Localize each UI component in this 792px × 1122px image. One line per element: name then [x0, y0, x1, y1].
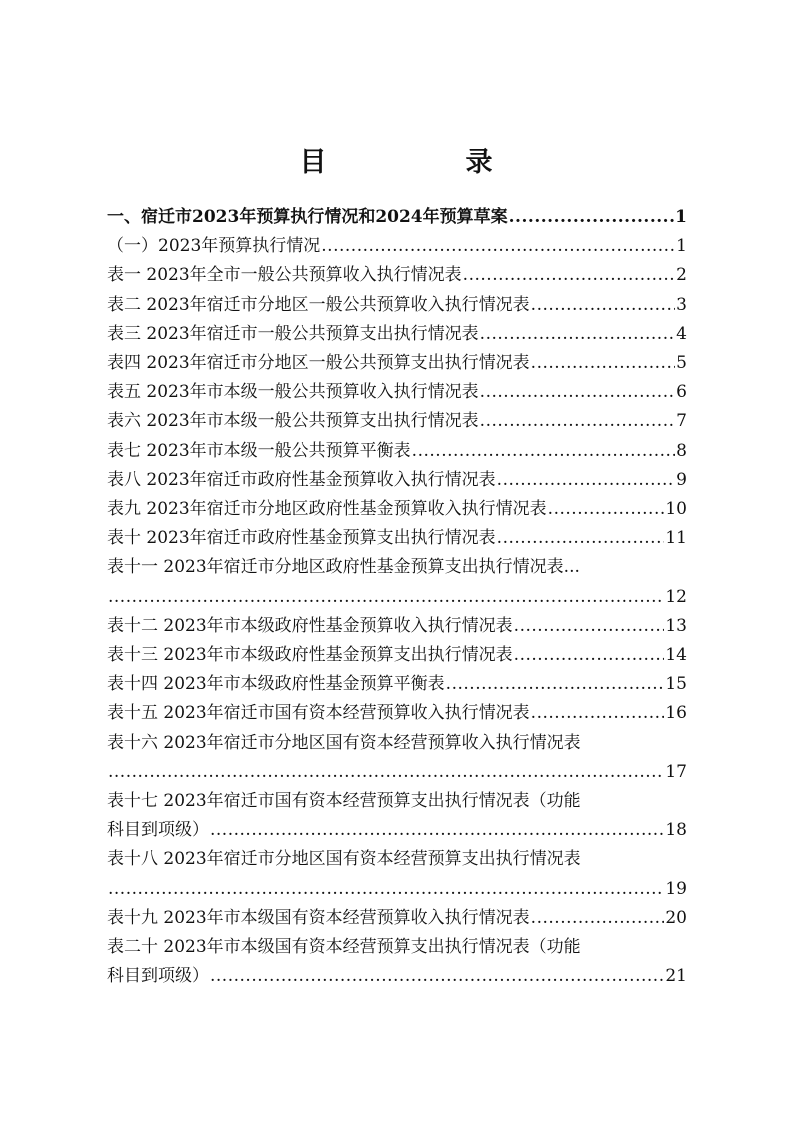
toc-entry[interactable]: [107, 699, 687, 728]
toc-page-number: 19: [665, 878, 687, 899]
toc-entry-text: 表十五 2023年宿迁市国有资本经营预算收入执行情况表: [107, 703, 530, 724]
toc-entry-text: 表十四 2023年市本级政府性基金预算平衡表: [107, 674, 445, 695]
dot-leader: [531, 904, 665, 933]
toc-entry-text: 表四 2023年宿迁市分地区一般公共预算支出执行情况表: [107, 353, 530, 374]
dot-leader: [446, 670, 665, 699]
dot-leader: [509, 203, 675, 232]
toc-entry[interactable]: [107, 291, 687, 320]
toc-line: [107, 904, 687, 933]
toc-entry[interactable]: [107, 553, 687, 611]
toc-entry-text-continued: 科目到项级）: [107, 966, 209, 987]
dot-leader: [497, 466, 676, 495]
toc-entry-text-continued: 科目到项级）: [107, 820, 209, 841]
toc-page-number: 11: [665, 528, 687, 549]
dot-leader: [514, 612, 665, 641]
dot-leader: [463, 261, 676, 290]
dot-leader: [480, 407, 676, 436]
dot-leader: [210, 962, 664, 991]
toc-entry[interactable]: [107, 524, 687, 553]
toc-entry[interactable]: [107, 378, 687, 407]
toc-entry[interactable]: [107, 407, 687, 436]
toc-page-number: 15: [665, 674, 687, 695]
toc-entry[interactable]: [107, 787, 687, 845]
toc-page-number: 1: [676, 236, 687, 257]
toc-line: [107, 232, 687, 261]
dot-leader: [108, 583, 664, 612]
toc-page-number: 14: [665, 645, 687, 666]
toc-entry[interactable]: [107, 729, 687, 787]
toc-entry[interactable]: [107, 612, 687, 641]
toc-line: [107, 583, 687, 612]
toc-entry-text: 表五 2023年市本级一般公共预算收入执行情况表: [107, 382, 479, 403]
dot-leader: [531, 349, 676, 378]
toc-entry-text: 表十八 2023年宿迁市分地区国有资本经营预算支出执行情况表: [107, 849, 581, 870]
toc-line: [107, 291, 687, 320]
dot-leader: [108, 875, 664, 904]
toc-line: [107, 378, 687, 407]
toc-entry-text: 表十 2023年宿迁市政府性基金预算支出执行情况表: [107, 528, 496, 549]
toc-line: [107, 524, 687, 553]
toc-entry-text: 表一 2023年全市一般公共预算收入执行情况表: [107, 265, 462, 286]
toc-page-number: 13: [665, 615, 687, 636]
toc-page-number: 7: [676, 411, 687, 432]
toc-entry[interactable]: [107, 670, 687, 699]
dot-leader: [210, 816, 664, 845]
toc-page-number: 4: [676, 323, 687, 344]
toc-entry-text: 表十二 2023年市本级政府性基金预算收入执行情况表: [107, 615, 513, 636]
dot-leader: [497, 524, 665, 553]
toc-entry-text: 表十一 2023年宿迁市分地区政府性基金预算支出执行情况表...: [107, 557, 580, 578]
toc-entry[interactable]: [107, 261, 687, 290]
table-of-contents: [107, 203, 687, 991]
dot-leader: [321, 232, 675, 261]
toc-entry-text: 表十六 2023年宿迁市分地区国有资本经营预算收入执行情况表: [107, 732, 581, 753]
toc-entry-text: （一）2023年预算执行情况: [107, 236, 321, 257]
toc-line: [107, 758, 687, 787]
toc-line: [107, 641, 687, 670]
toc-entry-text: 一、宿迁市2023年预算执行情况和2024年预算草案: [107, 207, 508, 227]
toc-page-number: 5: [676, 353, 687, 374]
toc-entry-text: 表十九 2023年市本级国有资本经营预算收入执行情况表: [107, 907, 530, 928]
toc-entry[interactable]: [107, 495, 687, 524]
toc-line: [107, 962, 687, 991]
toc-entry[interactable]: [107, 203, 687, 232]
page-title: 目 录: [299, 147, 549, 178]
toc-entry-text: 表三 2023年宿迁市一般公共预算支出执行情况表: [107, 323, 479, 344]
toc-entry[interactable]: [107, 437, 687, 466]
toc-entry[interactable]: [107, 904, 687, 933]
toc-page-number: 17: [665, 761, 687, 782]
toc-page-number: 1: [675, 207, 687, 227]
dot-leader: [531, 699, 665, 728]
toc-line: [107, 437, 687, 466]
toc-entry[interactable]: [107, 232, 687, 261]
toc-entry[interactable]: [107, 845, 687, 903]
toc-page-number: 9: [676, 469, 687, 490]
toc-page-number: 18: [665, 820, 687, 841]
dot-leader: [412, 437, 676, 466]
toc-entry-text: 表八 2023年宿迁市政府性基金预算收入执行情况表: [107, 469, 496, 490]
toc-entry-text: 表二 2023年宿迁市分地区一般公共预算收入执行情况表: [107, 294, 530, 315]
dot-leader: [548, 495, 665, 524]
toc-page-number: 16: [665, 703, 687, 724]
toc-entry[interactable]: [107, 349, 687, 378]
dot-leader: [531, 291, 676, 320]
toc-entry[interactable]: [107, 466, 687, 495]
toc-entry-text: 表九 2023年宿迁市分地区政府性基金预算收入执行情况表: [107, 499, 547, 520]
toc-line: [107, 320, 687, 349]
toc-line: [107, 261, 687, 290]
toc-entry-text: 表二十 2023年市本级国有资本经营预算支出执行情况表（功能: [107, 937, 581, 958]
toc-page-number: 10: [665, 499, 687, 520]
toc-line: [107, 407, 687, 436]
toc-entry[interactable]: [107, 320, 687, 349]
toc-line: [107, 816, 687, 845]
toc-entry[interactable]: [107, 641, 687, 670]
toc-entry-text: 表七 2023年市本级一般公共预算平衡表: [107, 440, 411, 461]
toc-entry-text: 表十七 2023年宿迁市国有资本经营预算支出执行情况表（功能: [107, 791, 581, 812]
toc-entry[interactable]: [107, 933, 687, 991]
toc-line: [107, 670, 687, 699]
toc-line: [107, 203, 687, 232]
toc-line: [107, 875, 687, 904]
toc-line: [107, 612, 687, 641]
toc-line: [107, 495, 687, 524]
toc-line: [107, 349, 687, 378]
dot-leader: [480, 320, 676, 349]
toc-page-number: 21: [665, 966, 687, 987]
toc-page-number: 8: [676, 440, 687, 461]
dot-leader: [480, 378, 676, 407]
dot-leader: [108, 758, 664, 787]
toc-page-number: 12: [665, 586, 687, 607]
toc-entry-text: 表六 2023年市本级一般公共预算支出执行情况表: [107, 411, 479, 432]
toc-entry-text: 表十三 2023年市本级政府性基金预算支出执行情况表: [107, 645, 513, 666]
toc-page-number: 6: [676, 382, 687, 403]
dot-leader: [514, 641, 665, 670]
toc-line: [107, 466, 687, 495]
toc-page-number: 3: [676, 294, 687, 315]
toc-line: [107, 699, 687, 728]
toc-page-number: 2: [676, 265, 687, 286]
toc-page-number: 20: [665, 907, 687, 928]
